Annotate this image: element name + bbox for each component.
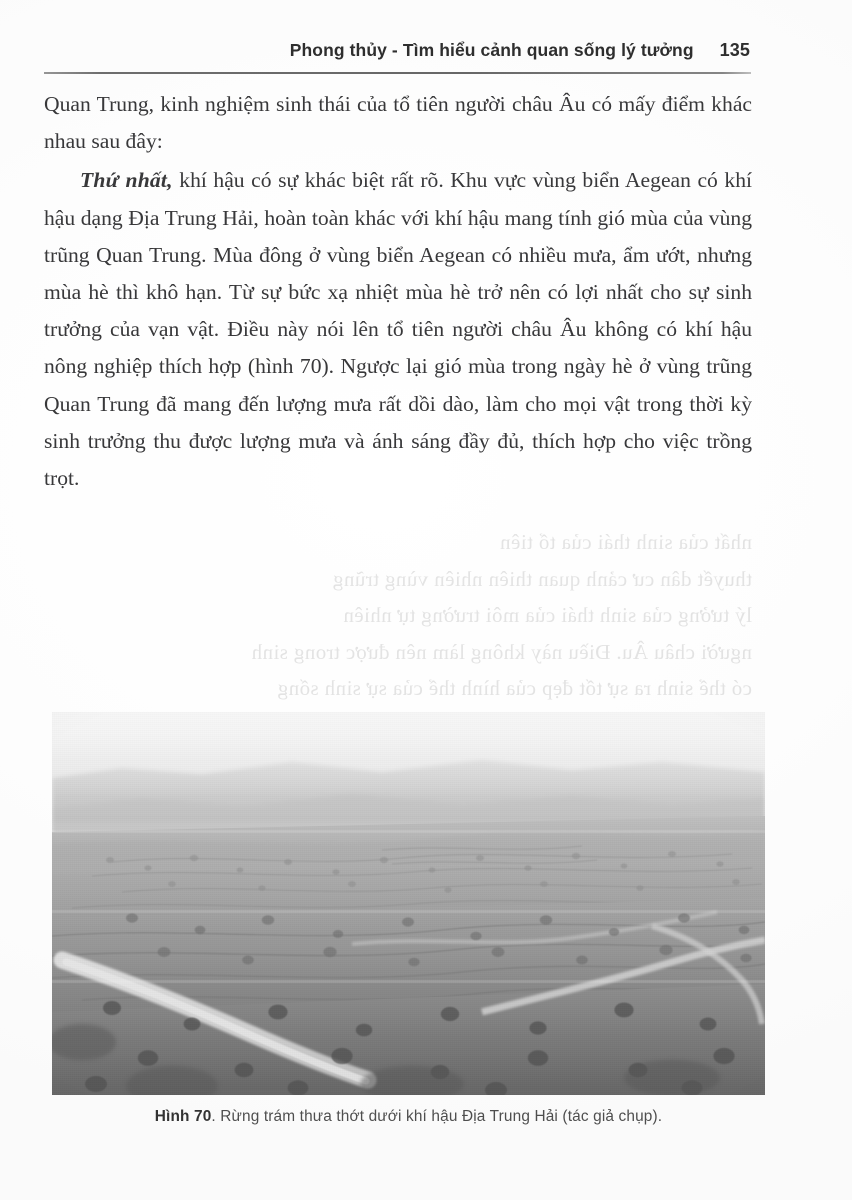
- ghost-line: lý tưởng của sinh thái của môi trường tự nhiên: [343, 603, 752, 627]
- ghost-line: nhất của sinh thái của tổ tiên: [499, 530, 752, 554]
- ghost-line: có thể sinh ra sự tốt đẹp của hình thể của sự sinh sống: [277, 676, 752, 700]
- paragraph-lead-in: Thứ nhất,: [80, 168, 173, 193]
- running-header: [44, 40, 750, 61]
- ghost-line: thuyết dân cư cảnh quan thiên nhiên vùng trũng: [332, 566, 752, 591]
- landscape-photograph: [52, 712, 765, 1095]
- paragraph-first-point: [44, 162, 752, 497]
- figure-70: [52, 712, 765, 1095]
- paragraph-body: khí hậu có sự khác biệt rất rõ. Khu vực vùng biển Aegean có khí hậu dạng Địa Trung Hải, hoàn toàn khác với khí hậu mang tính gió mùa của vùng trũng Quan Trung. Mùa đông ở vùng biển Aegean có nhiều mưa, ẩm ướt, nhưng mùa hè thì khô hạn. Từ sự bức xạ nhiệt mùa hè trở nên có lợi nhất cho sự sinh trưởng của vạn vật. Điều này nói lên tổ tiên người châu Âu không có khí hậu nông nghiệp thích hợp (hình 70). Ngược lại gió mùa trong ngày hè ở vùng trũng Quan Trung đã mang đến lượng mưa rất dồi dào, làm cho mọi vật trong thời kỳ sinh trưởng thu được lượng mưa và ánh sáng đầy đủ, thích hợp cho việc trồng trọt.: [44, 168, 752, 491]
- photo-artwork: [52, 712, 765, 1095]
- header-title: Phong thủy - Tìm hiểu cảnh quan sống lý tưởng: [289, 40, 694, 60]
- body-text-column: [44, 86, 752, 497]
- figure-caption: [52, 1108, 765, 1126]
- page-number: 135: [719, 40, 750, 60]
- header-divider-rule: [44, 72, 751, 74]
- paragraph-continuation: Quan Trung, kinh nghiệm sinh thái của tổ tiên người châu Âu có mấy điểm khác nhau sau đây:: [44, 92, 752, 154]
- figure-caption-text: . Rừng trám thưa thớt dưới khí hậu Địa Trung Hải (tác giả chụp).: [211, 1108, 663, 1125]
- ghost-line: người châu Âu. Điều này không làm nên được trong sinh: [251, 639, 752, 664]
- figure-label: Hình 70: [154, 1108, 212, 1125]
